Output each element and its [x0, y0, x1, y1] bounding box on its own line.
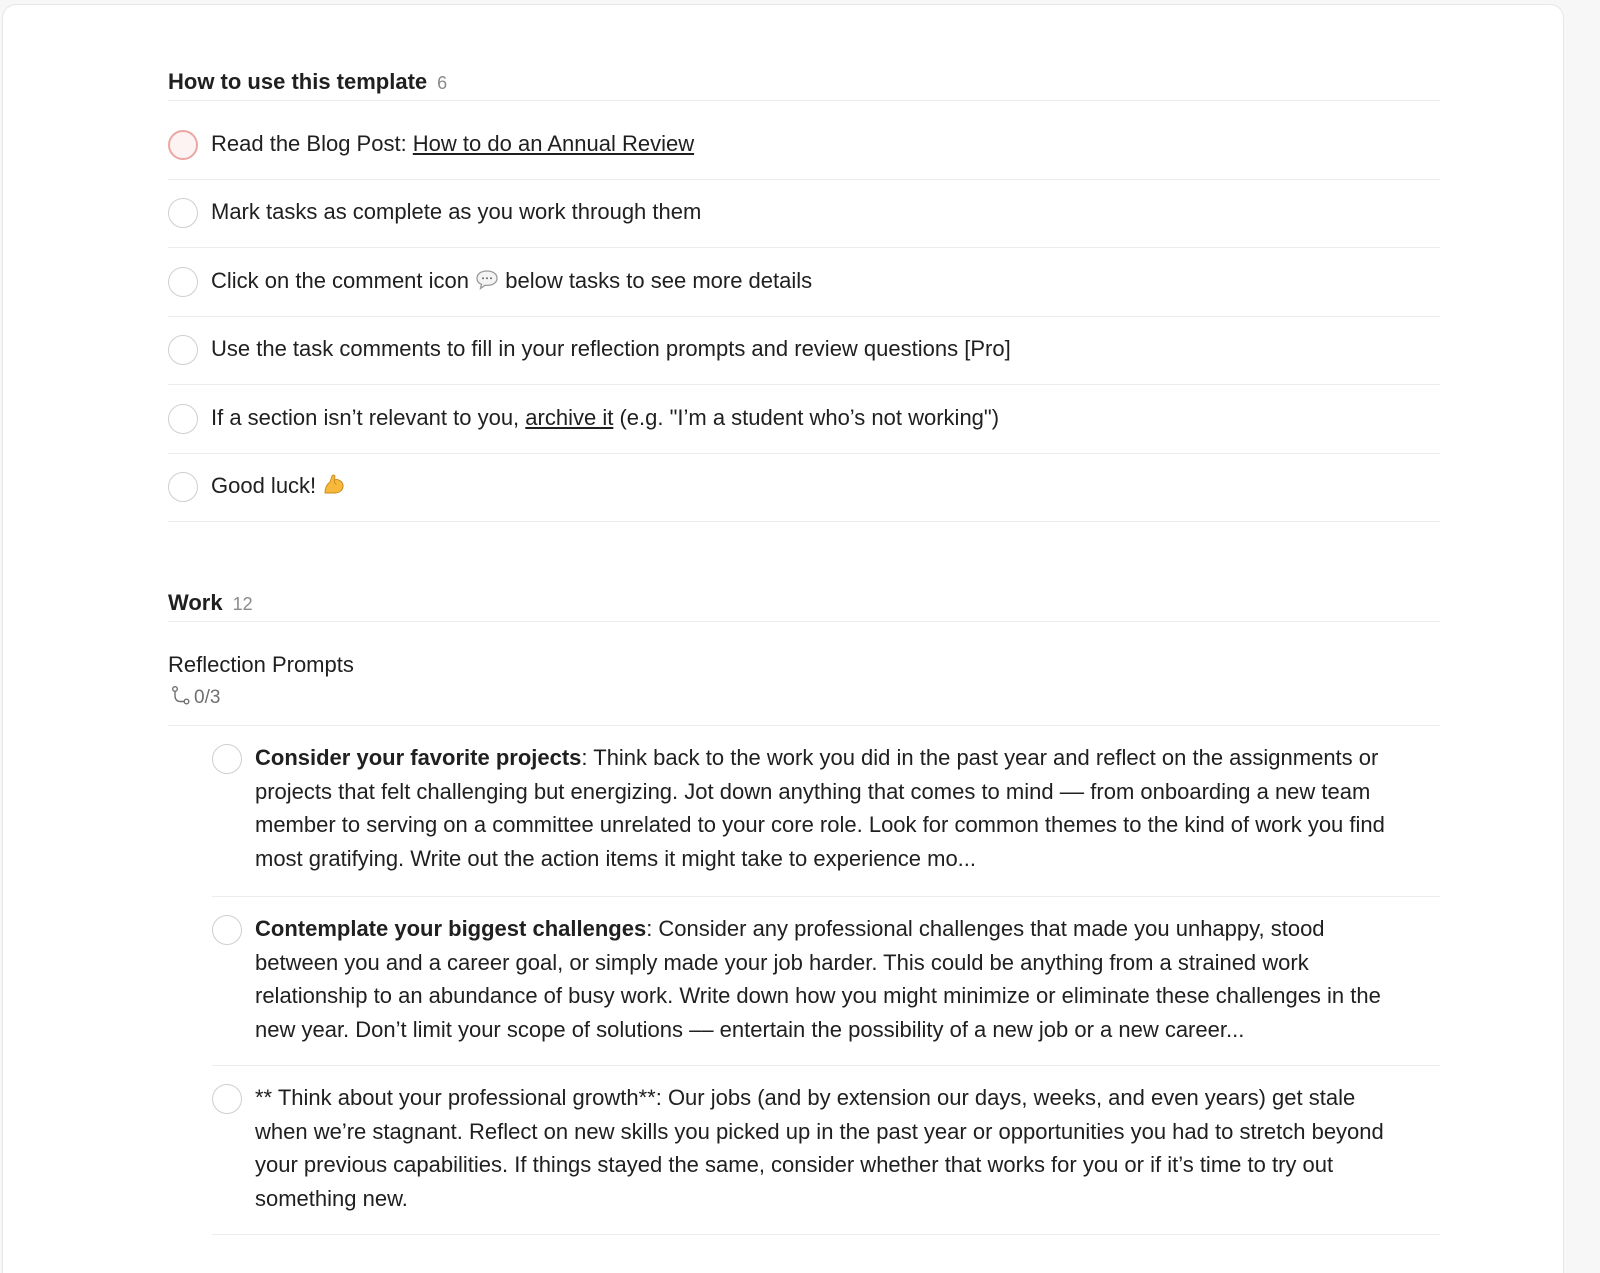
task-text: below tasks to see more details	[499, 268, 813, 293]
subtask-bold-title: Contemplate your biggest challenges	[255, 916, 647, 941]
blog-post-link[interactable]: How to do an Annual Review	[412, 131, 695, 156]
task-text: (e.g. "I’m a student who’s not working")	[613, 405, 1000, 430]
subtask-item[interactable]	[212, 1066, 1440, 1235]
section-header-how-to-use[interactable]	[168, 69, 1440, 101]
task-text: Read the Blog Post:	[211, 131, 413, 156]
subtask-content	[255, 741, 1405, 875]
task-text: Use the task comments to fill in your reflection prompts and review questions [Pro]	[211, 336, 1011, 361]
task-checkbox[interactable]	[168, 130, 198, 160]
subtask-text: : Consider any professional challenges that made you unhappy, stood between you and a career goal, or simply made your job harder. This could be anything from a strained work relationship to an abundance of busy work. Write down how you might minimize or eliminate these challenges in the new year. Don’t limit your scope of solutions –– entertain the possibility of a new job or a new career...	[255, 916, 1381, 1042]
task-checkbox[interactable]	[212, 915, 242, 945]
section-title: How to use this template	[168, 69, 428, 94]
task-checkbox[interactable]	[168, 404, 198, 434]
task-text: Mark tasks as complete as you work through them	[211, 199, 702, 224]
task-item[interactable]	[168, 317, 1440, 385]
speech-bubble-icon	[475, 269, 499, 298]
task-text: If a section isn’t relevant to you,	[211, 405, 526, 430]
section-count: 6	[437, 73, 448, 93]
task-content	[211, 404, 999, 432]
subtask-count: 0/3	[194, 687, 221, 708]
task-item[interactable]	[168, 180, 1440, 248]
subtask-item[interactable]	[212, 897, 1440, 1066]
task-item[interactable]	[168, 112, 1440, 180]
task-text: Good luck!	[211, 473, 323, 498]
task-content	[211, 472, 346, 503]
subtask-icon	[170, 685, 192, 712]
task-checkbox[interactable]	[212, 1084, 242, 1114]
task-content	[211, 130, 694, 158]
subtask-item[interactable]	[212, 726, 1440, 897]
task-checkbox[interactable]	[168, 335, 198, 365]
section-header-work[interactable]	[168, 590, 1440, 622]
subtask-text: : Think back to the work you did in the past year and reflect on the assignments or projects that felt challenging but energizing. Jot down anything that comes to mind –– from onboarding a new team member to serving on a committee unrelated to your core role. Look for common themes to the kind of work you find most gratifying. Write out the action items it might take to experience mo...	[255, 745, 1385, 871]
task-text: Click on the comment icon	[211, 268, 476, 293]
task-item[interactable]	[168, 454, 1440, 522]
section-count: 12	[232, 594, 253, 614]
subtask-progress	[170, 685, 220, 711]
task-item[interactable]	[168, 386, 1440, 454]
task-content	[211, 267, 812, 298]
section-title: Work	[168, 590, 223, 615]
task-checkbox[interactable]	[212, 744, 242, 774]
subtask-bold-title: Consider your favorite projects	[255, 745, 582, 770]
task-checkbox[interactable]	[168, 472, 198, 502]
task-item[interactable]	[168, 249, 1440, 317]
task-checkbox[interactable]	[168, 198, 198, 228]
project-panel	[2, 4, 1564, 1273]
parent-task-title: Reflection Prompts	[168, 652, 354, 677]
flexed-biceps-icon	[322, 472, 346, 503]
subtask-content	[255, 912, 1405, 1046]
parent-task-reflection-prompts[interactable]	[168, 633, 1440, 726]
subtask-text: ** Think about your professional growth**: Our jobs (and by extension our days, weeks, and even years) get stale when we’re stagnant. Reflect on new skills you picked up in the past year or opportunities you had to stretch beyond your previous capabilities. If things stayed the same, consider whether that works for you or if it’s time to try out something new.	[255, 1085, 1384, 1211]
task-checkbox[interactable]	[168, 267, 198, 297]
archive-link[interactable]: archive it	[525, 405, 614, 430]
